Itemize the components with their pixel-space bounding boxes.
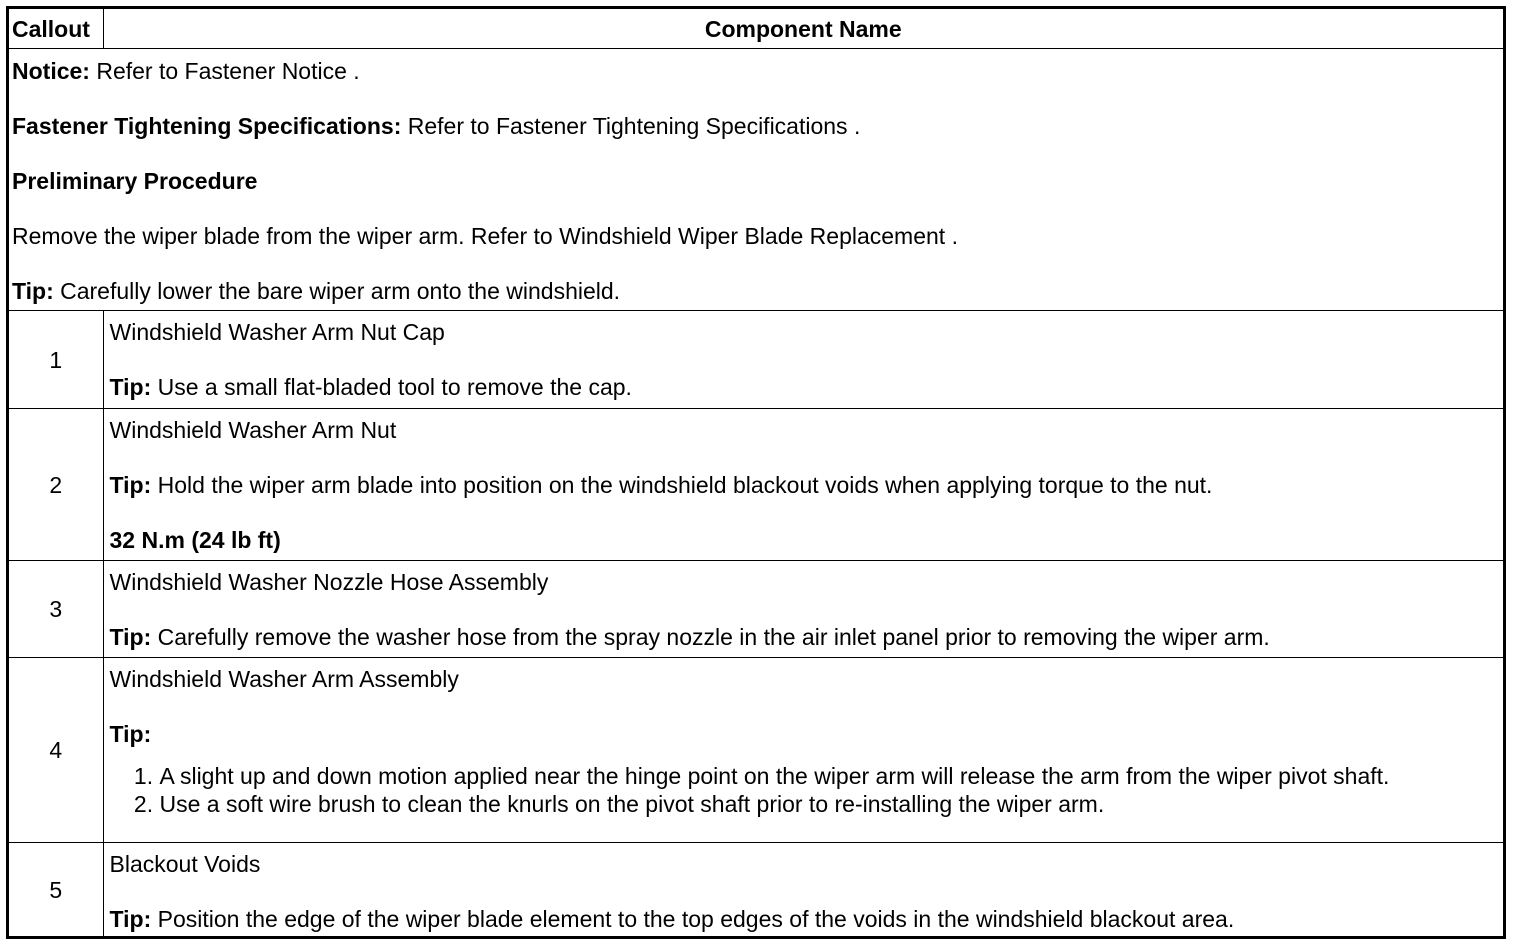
tip-paragraph bbox=[110, 623, 1498, 651]
tip-text: Carefully remove the washer hose from the spray nozzle in the air inlet panel prior to removing the wiper arm. bbox=[151, 624, 1270, 650]
component-name: Windshield Washer Arm Assembly bbox=[109, 666, 459, 692]
list-item: 2. Use a soft wire brush to clean the knurls on the pivot shaft prior to re-installing the wiper arm. bbox=[160, 790, 1498, 818]
callout-number: 1 bbox=[9, 311, 103, 409]
tip-text: Position the edge of the wiper blade element to the top edges of the voids in the windshield blackout area. bbox=[151, 906, 1235, 932]
torque-spec-text: 32 N.m (24 lb ft) bbox=[109, 527, 281, 553]
tip-label: Tip: bbox=[109, 624, 152, 650]
table-row bbox=[9, 561, 1503, 658]
remove-paragraph: Remove the wiper blade from the wiper arm. Refer to Windshield Wiper Blade Replacement . bbox=[12, 223, 958, 249]
tip-paragraph bbox=[110, 720, 1498, 748]
intro-tip-text: Carefully lower the bare wiper arm onto the windshield. bbox=[53, 278, 621, 304]
fastener-label: Fastener Tightening Specifications: bbox=[12, 113, 402, 139]
notice-paragraph bbox=[9, 57, 1503, 85]
tip-text: Use a small flat-bladed tool to remove the cap. bbox=[151, 374, 632, 400]
notice-label: Notice: bbox=[12, 58, 90, 84]
fastener-text: Refer to Fastener Tightening Specifications . bbox=[401, 113, 861, 139]
preliminary-heading-text: Preliminary Procedure bbox=[12, 168, 258, 194]
component-cell bbox=[103, 561, 1503, 658]
preliminary-heading bbox=[9, 167, 1503, 195]
component-table-container bbox=[6, 6, 1506, 939]
intro-row bbox=[9, 49, 1503, 311]
tip-text: Hold the wiper arm blade into position on the windshield blackout voids when applying torque to the nut. bbox=[151, 472, 1213, 498]
table-row bbox=[9, 843, 1503, 938]
fastener-paragraph bbox=[9, 112, 1503, 140]
component-name: Windshield Washer Arm Nut bbox=[109, 417, 397, 443]
component-cell bbox=[103, 311, 1503, 409]
component-name: Windshield Washer Arm Nut Cap bbox=[109, 319, 445, 345]
tip-paragraph bbox=[110, 373, 1498, 401]
component-name: Blackout Voids bbox=[109, 851, 261, 877]
intro-tip-paragraph bbox=[9, 277, 1503, 305]
notice-text: Refer to Fastener Notice . bbox=[89, 58, 360, 84]
tip-paragraph bbox=[110, 905, 1498, 933]
header-row bbox=[9, 9, 1503, 49]
component-cell bbox=[103, 409, 1503, 561]
callout-number: 2 bbox=[9, 409, 103, 561]
tip-label: Tip: bbox=[109, 906, 152, 932]
callout-number: 4 bbox=[9, 658, 103, 843]
component-table bbox=[9, 9, 1503, 937]
tip-label: Tip: bbox=[109, 472, 152, 498]
table-row bbox=[9, 658, 1503, 843]
callout-header: Callout bbox=[9, 9, 103, 49]
component-name-header: Component Name bbox=[103, 9, 1503, 49]
torque-spec bbox=[110, 526, 1498, 554]
callout-number: 3 bbox=[9, 561, 103, 658]
tip-steps-list bbox=[110, 762, 1498, 818]
list-item: 1. A slight up and down motion applied near the hinge point on the wiper arm will release the arm from the wiper pivot shaft. bbox=[160, 762, 1498, 790]
intro-tip-label: Tip: bbox=[12, 278, 54, 304]
tip-label: Tip: bbox=[109, 374, 152, 400]
intro-cell bbox=[9, 49, 1503, 311]
table-row bbox=[9, 409, 1503, 561]
component-cell bbox=[103, 843, 1503, 938]
table-row bbox=[9, 311, 1503, 409]
callout-number: 5 bbox=[9, 843, 103, 938]
component-cell bbox=[103, 658, 1503, 843]
tip-label: Tip: bbox=[109, 721, 152, 747]
component-name: Windshield Washer Nozzle Hose Assembly bbox=[109, 569, 549, 595]
tip-paragraph bbox=[110, 471, 1498, 499]
